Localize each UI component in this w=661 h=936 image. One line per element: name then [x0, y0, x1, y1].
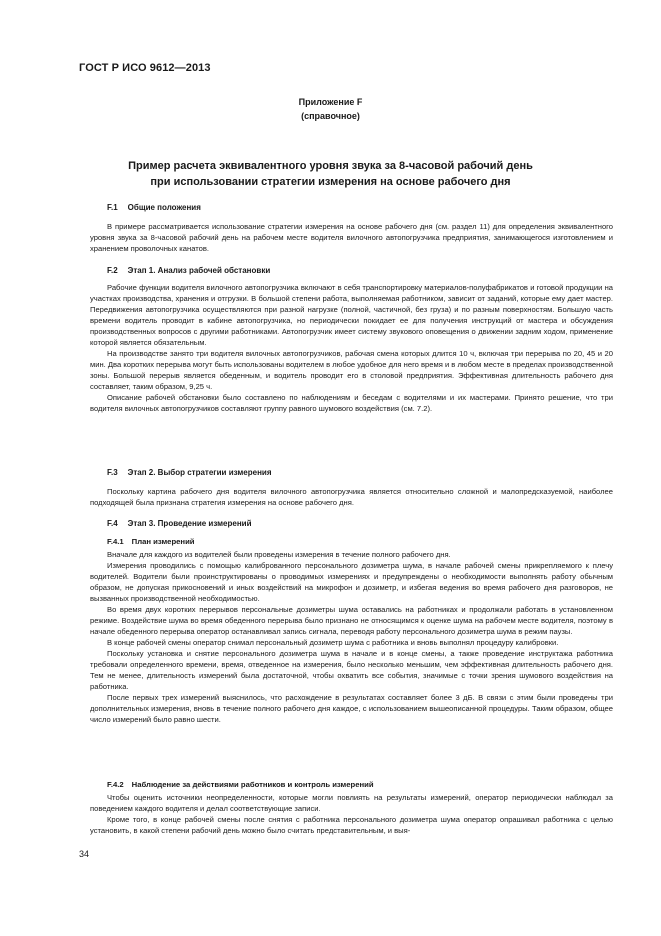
section-body-f1: [90, 221, 613, 254]
subsection-title: План измерений: [131, 537, 195, 546]
subsection-body-f42: [90, 792, 613, 836]
subsection-title: Наблюдение за действиями работников и контроль измерений: [131, 780, 374, 789]
subsection-number: F.4.2: [107, 780, 124, 789]
paragraph: Во время двух коротких перерывов персональные дозиметры шума оставались на работниках и продолжали работать в установленном режиме. Воздействие шума во время обеденного перерыва было признано не относящимся к оценке шума на рабочем месте водителя, поэтому в начале обеденного перерыва оператор останавливал запись сигнала, переводя работу персонального дозиметра шума в режим паузы.: [90, 605, 613, 636]
section-number: F.2: [107, 266, 118, 275]
paragraph: Вначале для каждого из водителей были проведены измерения в течение полного рабочего дня.: [107, 550, 451, 559]
subsection-heading-f42: [107, 780, 382, 789]
section-number: F.1: [107, 203, 118, 212]
paragraph: Поскольку картина рабочего дня водителя вилочного автопогрузчика является относительно сложной и малопредсказуемой, наиболее подходящей была признана стратегия измерения на основе рабочего дня.: [90, 487, 613, 507]
section-title: Этап 3. Проведение измерений: [127, 519, 252, 528]
section-heading-f2: [107, 266, 280, 275]
page-number: 34: [79, 849, 90, 859]
paragraph: Кроме того, в конце рабочей смены после снятия с работника персонального дозиметра шума оператор опрашивал работника с целью установить, в какой степени рабочий день можно было считать представительным, и выя-: [90, 815, 613, 835]
appendix-heading: [0, 95, 661, 123]
appendix-title: Приложение F: [298, 97, 363, 107]
main-title: [0, 158, 661, 190]
paragraph: В конце рабочей смены оператор снимал персональный дозиметр шума с работника и вновь выполнял процедуру калибровки.: [107, 638, 559, 647]
subsection-number: F.4.1: [107, 537, 124, 546]
section-number: F.4: [107, 519, 118, 528]
subsection-body-f41: [90, 549, 613, 725]
paragraph: После первых трех измерений выяснилось, что расхождение в результатах составляет более 3 дБ. В связи с этим были проведены три дополнительных измерения, вновь в течение полного рабочего дня каждое, с использованием вышеописанной процедуры. Таким образом, общее число измерений было равно шести.: [90, 693, 613, 724]
paragraph: Рабочие функции водителя вилочного автопогрузчика включают в себя транспортировку материалов-полуфабрикатов и готовой продукции на участках производства, хранения и отгрузки. В большой степени работа, выполняемая работником, зависит от заданий, которые ему дает мастер. Передвижения автопогрузчика осуществляются при разной нагрузке (полной, частичной, без груза) и по разным поверхностям. Большую часть времени водитель проводит в кабине автопогрузчика, но периодически покидает ее для получения инструкций от мастера и обсуждения производственных вопросов с другими работниками. Автопогрузчик имеет систему звукового оповещения о движении задним ходом, применение которой является обязательным.: [90, 283, 613, 347]
section-heading-f3: [107, 468, 282, 477]
paragraph: Описание рабочей обстановки было составлено по наблюдениям и беседам с водителями и их мастерами. Принято решение, что три водителя вилочных автопогрузчиков составляют группу равного шумового воздействия (см. 7.2).: [90, 393, 613, 413]
section-body-f2: [90, 282, 613, 414]
main-title-line-1: Пример расчета эквивалентного уровня звука за 8-часовой рабочий день: [128, 160, 533, 172]
paragraph: В примере рассматривается использование стратегии измерения на основе рабочего дня (см. раздел 11) для определения эквивалентного уровня звука за 8-часовой рабочий день на рабочем месте водителя вилочного автопогрузчика предприятия, занимающегося изготовлением и хранением проволочных канатов.: [90, 222, 613, 253]
section-body-f3: [90, 486, 613, 508]
section-number: F.3: [107, 468, 118, 477]
appendix-type: (справочное): [301, 111, 360, 121]
section-title: Этап 2. Выбор стратегии измерения: [127, 468, 272, 477]
section-title: Общие положения: [127, 203, 201, 212]
subsection-heading-f41: [107, 537, 203, 546]
main-title-line-2: при использовании стратегии измерения на основе рабочего дня: [150, 176, 511, 188]
paragraph: Измерения проводились с помощью калиброванного персонального дозиметра шума, в начале рабочей смены прикрепляемого к плечу водителей. Водители были проинструктированы о проводимых измерениях и предупреждены о необходимости выполнять работу обычным образом, не допуская прикосновений и иных воздействий на микрофон и дозиметр, и избегая ведения во время рабочего дня разговоров, не вызванных производственной необходимостью.: [90, 561, 613, 603]
paragraph: На производстве занято три водителя вилочных автопогрузчиков, рабочая смена которых длится 10 ч, включая три перерыва по 20, 45 и 20 мин. Два коротких перерыва могут быть использованы водителем в любое удобное для него время и в любом месте в пределах производственной зоны. Большой перерыв является обеденным, и водитель проводит его в столовой предприятия. Эффективная длительность рабочего дня составляет, таким образом, 9,25 ч.: [90, 349, 613, 391]
section-title: Этап 1. Анализ рабочей обстановки: [127, 266, 271, 275]
paragraph: Чтобы оценить источники неопределенности, которые могли повлиять на результаты измерений, оператор периодически наблюдал за поведением каждого водителя и делал соответствующие записи.: [90, 793, 613, 813]
section-heading-f4: [107, 519, 261, 528]
standard-designation: ГОСТ Р ИСО 9612—2013: [79, 62, 211, 74]
paragraph: Поскольку установка и снятие персонального дозиметра шума в начале и в конце смены, а также проведение инструктажа работника требовали определенного времени, время, отведенное на измерения, было несколько меньшим, чем эффективная длительность рабочего дня. Тем не менее, длительность измерений была достаточной, чтобы охватить все события, значимые с точки зрения шумового воздействия на работника.: [90, 649, 613, 691]
section-heading-f1: [107, 203, 211, 212]
